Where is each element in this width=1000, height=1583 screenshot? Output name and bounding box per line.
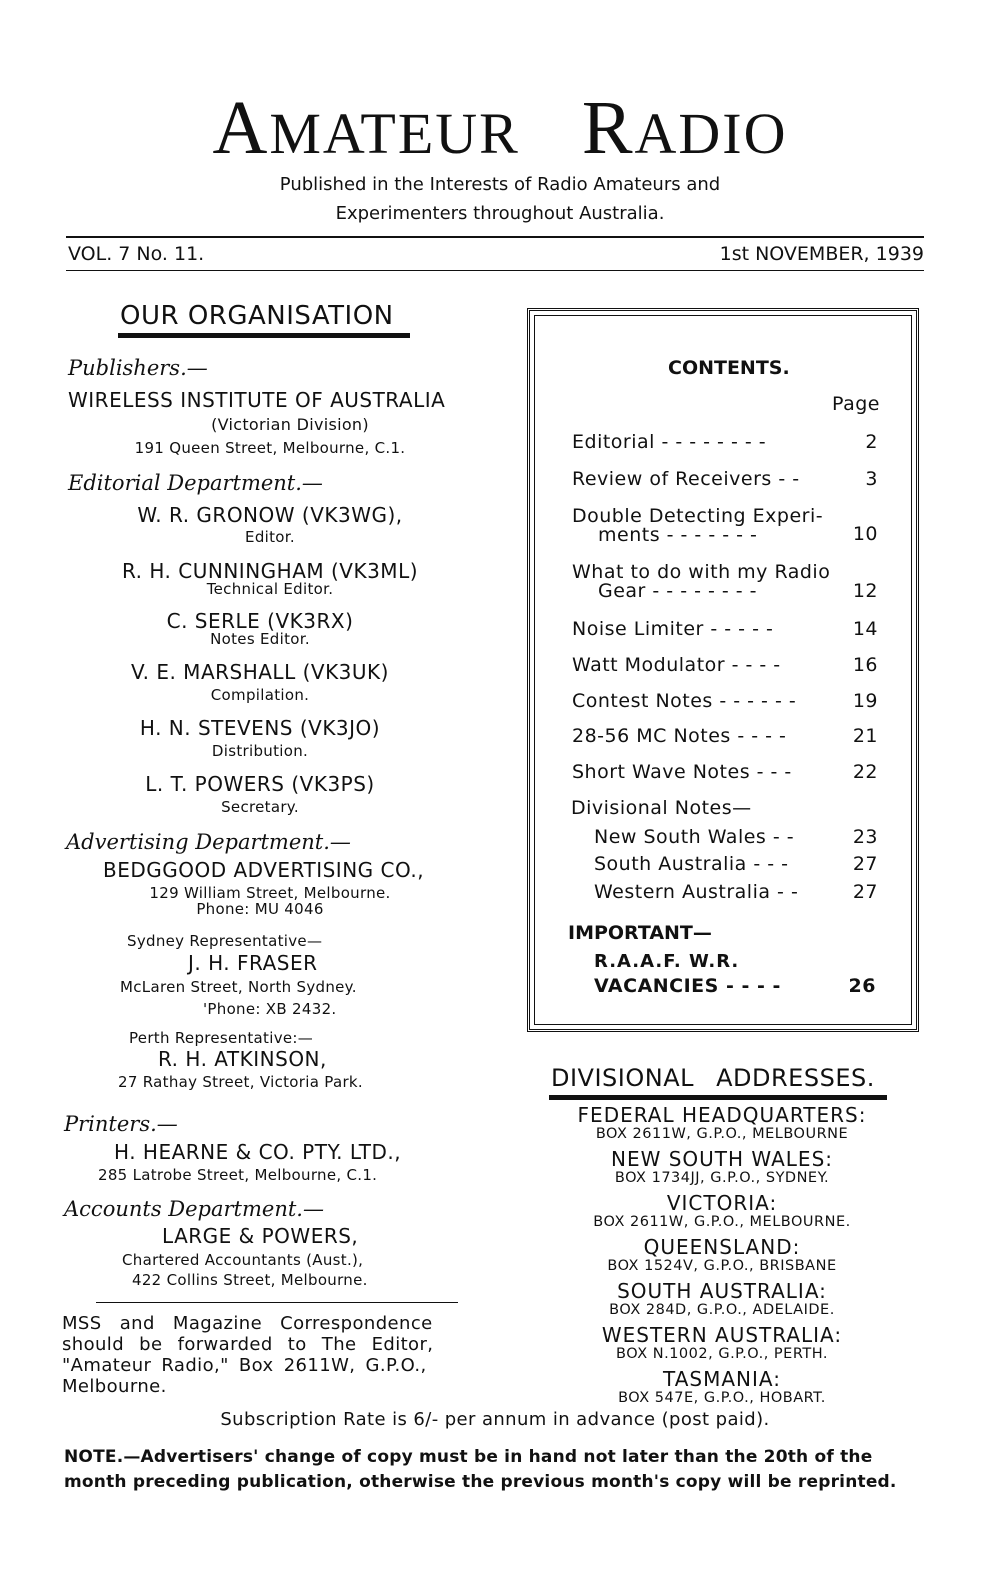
contents-heading: CONTENTS. (668, 357, 790, 379)
address-detail: BOX 2611W, G.P.O., MELBOURNE. (593, 1214, 851, 1230)
staff-name: L. T. POWERS (VK3PS) (145, 772, 375, 796)
contents-item-title: Noise Limiter - - - - - (572, 618, 774, 640)
masthead-rule (66, 270, 924, 271)
contents-item-page: 14 (852, 618, 878, 640)
staff-name: W. R. GRONOW (VK3WG), (137, 503, 403, 527)
note-line: month preceding publication, otherwise the previous month's copy will be reprinted. (64, 1472, 897, 1492)
accounts-name: LARGE & POWERS, (162, 1224, 359, 1248)
contents-item-page: 27 (852, 881, 878, 903)
perth-address: 27 Rathay Street, Victoria Park. (118, 1073, 363, 1091)
sydney-label: Sydney Representative— (127, 932, 323, 950)
address-detail: BOX N.1002, G.P.O., PERTH. (616, 1346, 828, 1362)
address-name: SOUTH AUSTRALIA: (617, 1279, 827, 1303)
publisher-name: WIRELESS INSTITUTE OF AUSTRALIA (68, 388, 446, 412)
editorial-label: Editorial Department.— (68, 471, 323, 495)
contents-item-title: Editorial - - - - - - - - (572, 431, 767, 453)
accounts-role: Chartered Accountants (Aust.), (122, 1251, 364, 1269)
divisional-notes-label: Divisional Notes— (571, 797, 752, 819)
staff-name: C. SERLE (VK3RX) (166, 609, 354, 633)
heading-underline (118, 333, 410, 338)
issue-date: 1st NOVEMBER, 1939 (719, 243, 924, 265)
staff-name: V. E. MARSHALL (VK3UK) (131, 660, 389, 684)
important-line: R.A.A.F. W.R. (594, 951, 740, 972)
contents-item-page: 19 (852, 690, 878, 712)
mss-divider (96, 1302, 458, 1303)
contents-item (572, 468, 878, 490)
advertising-phone: Phone: MU 4046 (196, 900, 324, 918)
important-item (594, 975, 876, 997)
contents-item-title: 28-56 MC Notes - - - - (572, 725, 787, 747)
staff-role: Editor. (245, 528, 295, 546)
divisional-addresses-heading: DIVISIONAL ADDRESSES. (551, 1064, 875, 1092)
mss-line: should be forwarded to The Editor, (62, 1334, 434, 1355)
sydney-name: J. H. FRASER (188, 951, 318, 975)
address-name: QUEENSLAND: (643, 1235, 801, 1259)
contents-item-page: 22 (852, 761, 878, 783)
staff-name: H. N. STEVENS (VK3JO) (139, 716, 381, 740)
address-name: VICTORIA: (666, 1191, 778, 1215)
mss-line: Melbourne. (62, 1376, 167, 1397)
address-detail: BOX 1524V, G.P.O., BRISBANE (607, 1258, 837, 1274)
contents-subitem (594, 826, 878, 848)
contents-item-page: 2 (865, 431, 878, 453)
accounts-address: 422 Collins Street, Melbourne. (132, 1271, 368, 1289)
staff-role: Notes Editor. (210, 630, 310, 648)
contents-item-title: What to do with my Radio (572, 561, 831, 583)
sydney-address: McLaren Street, North Sydney. (120, 978, 357, 996)
contents-item-title-cont: Gear - - - - - - - - (598, 580, 758, 602)
important-line: VACANCIES - - - - (594, 975, 781, 997)
address-detail: BOX 547E, G.P.O., HOBART. (618, 1390, 826, 1406)
publisher-address: 191 Queen Street, Melbourne, C.1. (134, 439, 406, 457)
address-name: FEDERAL HEADQUARTERS: (577, 1103, 867, 1127)
contents-item-title: Double Detecting Experi- (572, 505, 824, 527)
contents-item-title: Watt Modulator - - - - (572, 654, 781, 676)
accounts-label: Accounts Department.— (64, 1197, 324, 1221)
contents-item (572, 618, 878, 640)
contents-subitem (594, 881, 878, 903)
important-label: IMPORTANT— (568, 922, 712, 944)
contents-item-page: 27 (852, 853, 878, 875)
title-cap-a: A (212, 86, 270, 170)
advertising-label: Advertising Department.— (66, 830, 351, 854)
contents-item (572, 431, 878, 453)
contents-item-title-cont: ments - - - - - - - (598, 524, 758, 546)
contents-item-title: Review of Receivers - - (572, 468, 800, 490)
contents-item-page: 10 (852, 523, 878, 545)
subtitle-line: Published in the Interests of Radio Amateurs and (279, 174, 721, 195)
important-page: 26 (848, 975, 876, 997)
staff-role: Compilation. (210, 686, 310, 704)
heading-underline (549, 1095, 887, 1100)
masthead-rule (66, 236, 924, 238)
title-cap-b: R (581, 86, 635, 170)
mss-line: "Amateur Radio," Box 2611W, G.P.O., (62, 1355, 427, 1376)
advertisers-note (64, 1445, 934, 1495)
address-name: NEW SOUTH WALES: (611, 1147, 833, 1171)
address-detail: BOX 1734JJ, G.P.O., SYDNEY. (614, 1170, 830, 1186)
title-rest-a: MATEUR (269, 101, 520, 166)
address-name: WESTERN AUSTRALIA: (601, 1323, 843, 1347)
staff-role: Secretary. (221, 798, 299, 816)
contents-item-page: 12 (852, 580, 878, 602)
address-detail: BOX 284D, G.P.O., ADELAIDE. (609, 1302, 835, 1318)
perth-name: R. H. ATKINSON, (158, 1047, 327, 1071)
contents-item (572, 725, 878, 747)
publisher-division: (Victorian Division) (211, 415, 369, 434)
staff-name: R. H. CUNNINGHAM (VK3ML) (121, 559, 419, 583)
organisation-heading: OUR ORGANISATION (120, 301, 394, 331)
page-column-label: Page (832, 393, 880, 415)
publishers-label: Publishers.— (68, 356, 208, 380)
printers-address: 285 Latrobe Street, Melbourne, C.1. (98, 1166, 378, 1184)
address-name: TASMANIA: (663, 1367, 781, 1391)
contents-item-title: Short Wave Notes - - - (572, 761, 792, 783)
contents-item-title: South Australia - - - (594, 853, 789, 875)
contents-item-page: 23 (852, 826, 878, 848)
title-rest-b: ADIO (634, 101, 788, 166)
contents-item (572, 505, 878, 546)
address-detail: BOX 2611W, G.P.O., MELBOURNE (595, 1126, 849, 1142)
subscription-rate: Subscription Rate is 6/- per annum in advance (post paid). (220, 1409, 770, 1430)
advertising-name: BEDGGOOD ADVERTISING CO., (103, 858, 425, 882)
contents-item (572, 690, 878, 712)
page-title (0, 85, 1000, 172)
contents-item-page: 16 (852, 654, 878, 676)
perth-label: Perth Representative:— (129, 1029, 314, 1047)
contents-item-title: Western Australia - - (594, 881, 799, 903)
contents-subitem (594, 853, 878, 875)
mss-line: MSS and Magazine Correspondence (62, 1313, 433, 1334)
contents-item-title: New South Wales - - (594, 826, 795, 848)
advertising-address: 129 William Street, Melbourne. (149, 884, 391, 902)
contents-item (572, 654, 878, 676)
mss-note (62, 1313, 462, 1397)
subtitle-line: Experimenters throughout Australia. (335, 203, 665, 224)
contents-item (572, 761, 878, 783)
contents-item-page: 3 (865, 468, 878, 490)
subtitle (200, 170, 800, 228)
sydney-phone: 'Phone: XB 2432. (203, 1000, 337, 1018)
printers-name: H. HEARNE & CO. PTY. LTD., (114, 1140, 402, 1164)
contents-item-title: Contest Notes - - - - - - (572, 690, 797, 712)
staff-role: Distribution. (211, 742, 309, 760)
address-block (552, 1104, 892, 1406)
staff-role: Technical Editor. (206, 580, 334, 598)
printers-label: Printers.— (64, 1112, 178, 1136)
contents-item (572, 561, 878, 602)
note-line: NOTE.—Advertisers' change of copy must be in hand not later than the 20th of the (64, 1447, 873, 1467)
contents-item-page: 21 (852, 725, 878, 747)
volume-number: VOL. 7 No. 11. (68, 243, 205, 265)
